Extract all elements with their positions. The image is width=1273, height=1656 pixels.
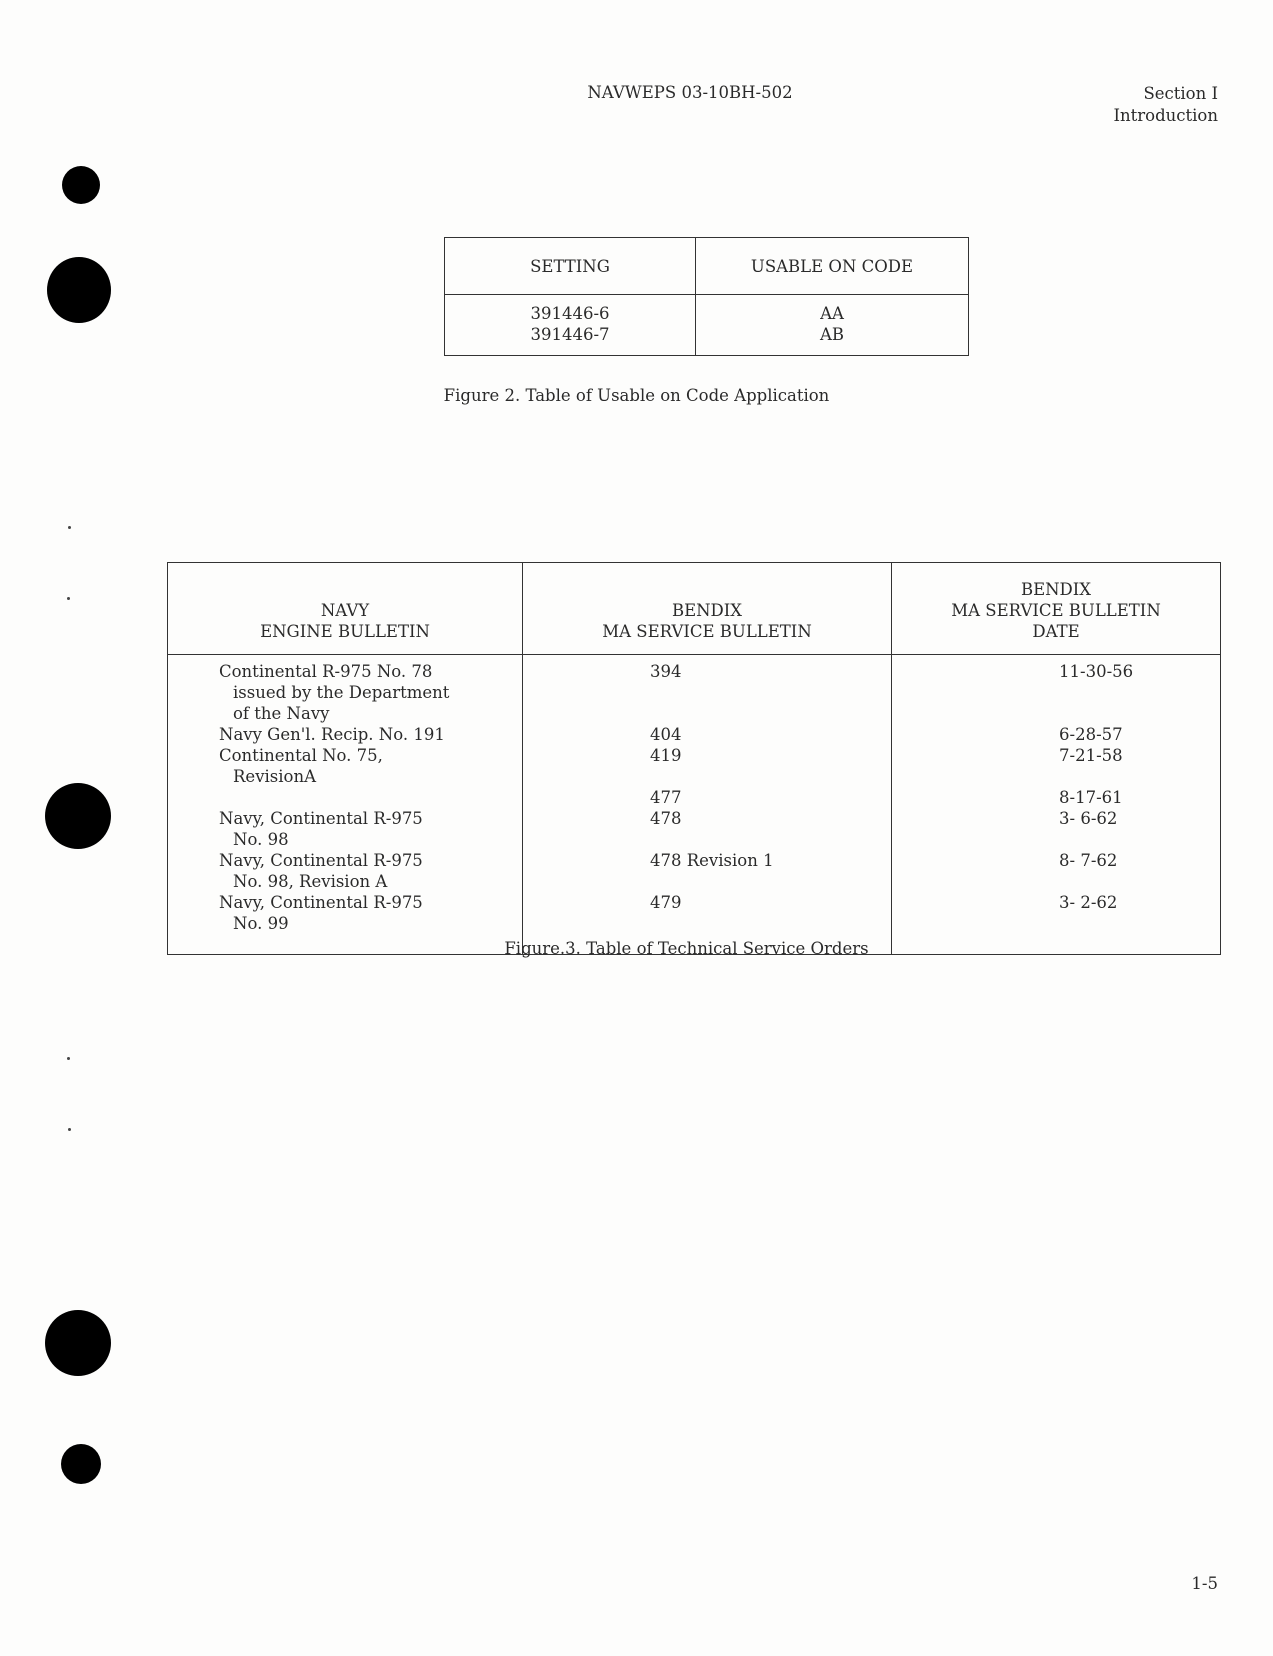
- bulletin-date-cell: [1059, 829, 1220, 850]
- speck: [67, 597, 70, 600]
- binder-hole: [45, 1310, 111, 1376]
- date-column: [892, 655, 1221, 955]
- engine-bulletin-line: No. 98, Revision A: [233, 872, 388, 891]
- code-cell: AA: [820, 304, 844, 323]
- section-label: Section I: [1143, 84, 1218, 103]
- service-bulletin-cell: [650, 871, 891, 892]
- bulletin-date-cell: [1059, 913, 1220, 934]
- bulletin-date-cell: [1059, 703, 1220, 724]
- speck: [67, 1057, 70, 1060]
- engine-bulletin-line: [219, 787, 522, 808]
- engine-bulletin-line: No. 99: [233, 914, 289, 933]
- service-bulletin-column: [523, 655, 892, 955]
- header-line: BENDIX: [1020, 580, 1092, 599]
- service-bulletin-cell: 394: [650, 662, 682, 681]
- page-number: 1-5: [1191, 1574, 1218, 1593]
- speck: [68, 526, 71, 529]
- header-line: DATE: [1032, 622, 1080, 641]
- engine-bulletin-line: issued by the Department: [233, 683, 450, 702]
- service-bulletin-cell: [650, 766, 891, 787]
- engine-bulletin-line: of the Navy: [233, 704, 330, 723]
- service-bulletin-cell: 404: [650, 725, 682, 744]
- column-header: SETTING: [445, 238, 696, 295]
- engine-bulletin-line: Navy Gen'l. Recip. No. 191: [219, 725, 445, 744]
- bulletin-date-cell: [1059, 871, 1220, 892]
- table-row: [445, 295, 969, 356]
- code-cell: AB: [819, 325, 845, 344]
- header-line: MA SERVICE BULLETIN: [951, 601, 1161, 620]
- bulletin-date-cell: 8- 7-62: [1059, 851, 1118, 870]
- bulletin-date-cell: 3- 2-62: [1059, 893, 1118, 912]
- binder-hole: [61, 1444, 101, 1484]
- service-bulletin-cell: 478: [650, 809, 682, 828]
- setting-cell: 391446-7: [530, 325, 610, 344]
- bulletin-date-cell: 8-17-61: [1059, 788, 1123, 807]
- bulletin-date-cell: [1059, 682, 1220, 703]
- engine-bulletin-line: Navy, Continental R-975: [219, 851, 423, 870]
- column-header: [523, 563, 892, 655]
- bulletin-date-cell: 3- 6-62: [1059, 809, 1118, 828]
- section-heading: [1114, 83, 1219, 127]
- column-header: USABLE ON CODE: [696, 238, 969, 295]
- service-bulletin-cell: [650, 829, 891, 850]
- column-header: [892, 563, 1221, 655]
- usable-on-code-table: [444, 237, 969, 356]
- bulletin-date-cell: 11-30-56: [1059, 662, 1134, 681]
- binder-hole: [62, 166, 100, 204]
- figure-2-caption: Figure 2. Table of Usable on Code Application: [443, 386, 830, 405]
- service-bulletin-cell: [650, 682, 891, 703]
- column-header: [168, 563, 523, 655]
- service-bulletin-cell: 419: [650, 746, 682, 765]
- engine-bulletin-line: Navy, Continental R-975: [219, 893, 423, 912]
- figure-3-caption: Figure.3. Table of Technical Service Orders: [504, 939, 869, 958]
- header-line: MA SERVICE BULLETIN: [602, 622, 812, 641]
- section-title: Introduction: [1113, 106, 1218, 125]
- engine-bulletin-line: Continental No. 75,: [219, 746, 383, 765]
- service-bulletin-cell: [650, 703, 891, 724]
- speck: [68, 1128, 71, 1131]
- engine-bulletin-line: Navy, Continental R-975: [219, 809, 423, 828]
- engine-bulletin-column: [168, 655, 523, 955]
- bulletin-date-cell: 6-28-57: [1059, 725, 1123, 744]
- setting-cell: 391446-6: [530, 304, 610, 323]
- service-bulletin-cell: 478 Revision 1: [650, 851, 774, 870]
- bulletin-date-cell: 7-21-58: [1059, 746, 1123, 765]
- binder-hole: [45, 783, 111, 849]
- header-line: ENGINE BULLETIN: [260, 622, 430, 641]
- engine-bulletin-line: No. 98: [233, 830, 289, 849]
- engine-bulletin-line: RevisionA: [233, 767, 317, 786]
- document-number: NAVWEPS 03-10BH-502: [587, 83, 793, 102]
- bulletin-date-cell: [1059, 766, 1220, 787]
- header-line: BENDIX: [671, 601, 743, 620]
- service-bulletin-cell: 477: [650, 788, 682, 807]
- technical-service-orders-table: [167, 562, 1221, 955]
- header-line: NAVY: [320, 601, 370, 620]
- engine-bulletin-line: Continental R-975 No. 78: [219, 662, 433, 681]
- service-bulletin-cell: [650, 913, 891, 934]
- binder-hole: [47, 257, 111, 323]
- service-bulletin-cell: 479: [650, 893, 682, 912]
